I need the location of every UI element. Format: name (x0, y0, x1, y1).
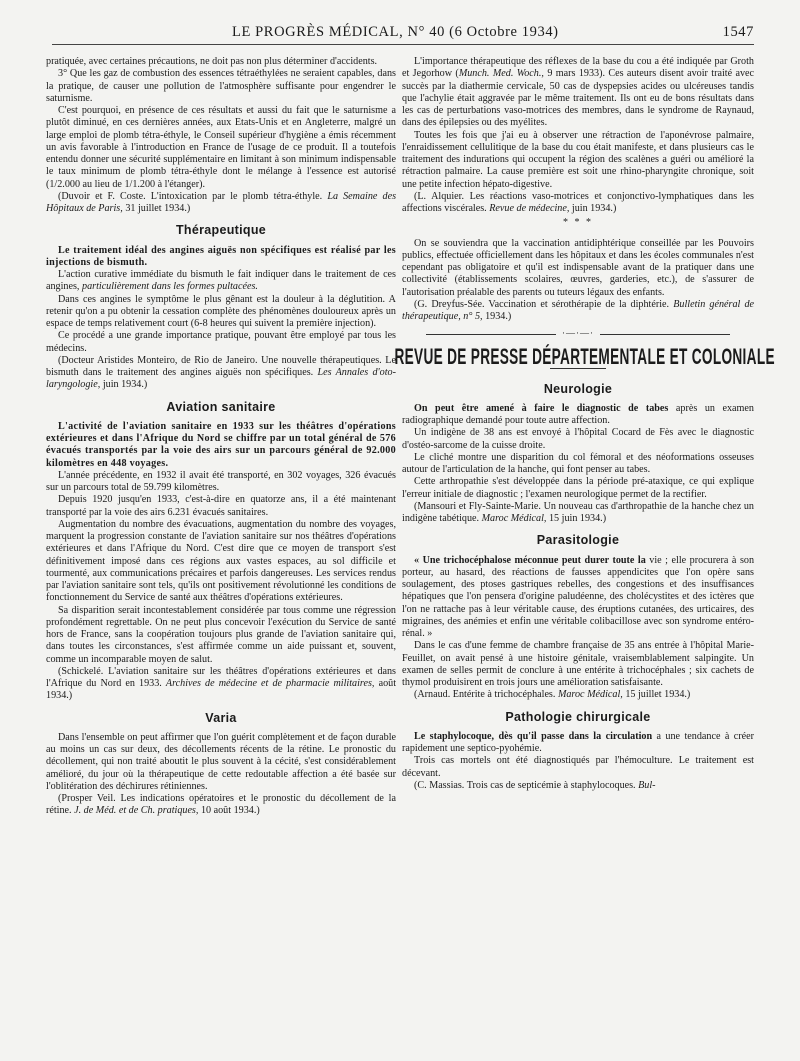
divider-ornament: ·—·—· (556, 327, 600, 339)
source-citation: (Arnaud. Entérite à trichocéphales. Maroc Médical, 15 juillet 1934.) (414, 689, 691, 701)
ornamental-divider (402, 323, 754, 345)
source-citation: (Prosper Veil. Les indications opératoires et le pronostic du décollement de la rétine. J. de Méd. et de Ch. pratiques, 10 août 1934.) (46, 793, 396, 817)
journal-title: LE PROGRÈS MÉDICAL, N° 40 (6 Octobre 1934) (232, 24, 559, 40)
lead-paragraph: « Une trichocéphalose méconnue peut durer toute la vie ; elle procurera à son porteur, au hasard, des réactions de fausses appendicites que l'on opère sans soulagement, des ptoses gastriques rebelles, des congestions et des insuffisances hépatiques que l'on pensera d'origine paludéenne, des cholécystites et des ictères que l'on ne rattache pas à leur véritable cause, des éruptions cutanées, des urticaires, des migraines, des anémies et enfin une véritable colibacillose avec son syndrome entéro-rénal. » (402, 554, 755, 639)
source-citation: (L. Alquier. Les réactions vaso-motrices et conjonctivo-lymphatiques dans les affections viscérales. Revue de médecine, juin 1934.) (402, 190, 754, 214)
asterism: * * * (563, 217, 593, 229)
paragraph: Trois cas mortels ont été diagnostiqués par l'hémoculture. Le traitement est décevant. (402, 755, 754, 779)
lead-paragraph: Le traitement idéal des angines aiguës non spécifiques est réalisé par les injections de bismuth. (46, 244, 396, 268)
section-heading-varia: Varia (205, 710, 237, 725)
source-citation: (C. Massias. Trois cas de septicémie à staphylocoques. Bul- (414, 779, 656, 791)
source-citation: (Docteur Aristides Monteiro, de Rio de Janeiro. Une nouvelle thérapeutiques. Le bismuth dans le traitement des angines aiguës non spécifiques. Les Annales d'oto-laryngologie, juin 1934.) (46, 354, 396, 391)
paragraph: Dans l'ensemble on peut affirmer que l'on guérit complètement et de façon durable au moins un cas sur deux, des décollements récents de la rétine. Le pronostic du décollement, qui non traité aboutit le plus souvent à la cécité, s'est considérablement amélioré, du jour où la thérapeutique de cette redoutable affection a été basée sur l'oblitération des déchirures rétiniennes. (46, 731, 396, 792)
paragraph: Depuis 1920 jusqu'en 1933, c'est-à-dire en quatorze ans, il a été maintenant transporté par la voie des airs 6.231 évacués sanitaires. (46, 494, 396, 518)
paragraph: Sa disparition serait incontestablement considérée par tous comme une régression profondément regrettable. On ne peut plus concevoir l'exécution du Service de santé hors de France, sans la coopération toujours plus grande de l'aviation sanitaire qui, dans toutes les circonstances, s'est affirmée comme un aide puissant et, souvent, comme un incomparable moyen de salut. (46, 604, 396, 665)
section-banner-revue: REVUE DE PRESSE DÉPARTEMENTALE ET COLONIALE (394, 344, 775, 370)
section-heading-pathologie-chirurgicale: Pathologie chirurgicale (505, 709, 651, 724)
section-heading-parasitologie: Parasitologie (536, 533, 620, 548)
section-heading-neurologie: Neurologie (543, 381, 613, 396)
section-heading-therapeutique: Thérapeutique (175, 223, 267, 238)
lead-paragraph: Le staphylocoque, dès qu'il passe dans la circulation a une tendance à créer rapidement une septico-pyohémie. (402, 730, 755, 754)
paragraph: Cette arthropathie s'est développée dans la période pré-ataxique, ce qui explique l'erreur initiale de diagnostic ; l'examen neurologique permet de la rectifier. (402, 476, 754, 500)
right-column (394, 56, 775, 792)
paragraph: L'importance thérapeutique des réflexes de la base du cou a été indiquée par Groth et Jegorhow (Munch. Med. Woch., 9 mars 1933). Ces auteurs disent avoir traité avec succès par la diathermie cervicale, 50 cas de dyspepsies acides ou ulcéreuses tandis que l'achylie était aggravée par le même traitement. Ils ont eu de bons résultats dans les cas de perturbations vaso-motrices des membres, dans le syndrome de Raynaud, dans des épilepsies ou des myélites. (402, 56, 755, 129)
source-citation: (Duvoir et F. Coste. L'intoxication par le plomb tétra-éthyle. La Semaine des Hôpitaux de Paris, 31 juillet 1934.) (46, 190, 397, 214)
paragraph: Dans le cas d'une femme de chambre française de 35 ans entrée à l'hôpital Marie-Feuillet, on avait pensé à une histoire génitale, vraisemblablement salpingite. Un examen de selles permit de conclure à une entérite à trichocéphales ; six cachets de thymol produisirent en trois jours une amélioration satisfaisante. (402, 640, 754, 688)
lead-paragraph: L'activité de l'aviation sanitaire en 1933 sur les théâtres d'opérations extérieures et dans l'Afrique du Nord se chiffre par un total général de 576 évacués transportés par la voie des airs sur un parcours général de 92.000 kilomètres en 448 voyages. (46, 420, 396, 469)
paragraph: On se souviendra que la vaccination antidiphtérique conseillée par les Pouvoirs publics, effectuée officiellement dans les hôpitaux et dans les écoles communales n'est cependant pas obligatoire et qu'il est indispensable avant de la pratiquer dans une collectivité (établissements scolaires, œuvres, garderies, etc.), de s'assurer de l'autorisation préalable des parents ou tuteurs légaux des enfants. (402, 237, 754, 298)
paragraph: Le cliché montre une disparition du col fémoral et des néoformations osseuses autour de l'articulation de la hanche, qui font penser au tabes. (402, 451, 754, 475)
header-rule (52, 44, 754, 45)
source-citation: (G. Dreyfus-Sée. Vaccination et sérothérapie de la diphtérie. Bulletin général de thérapeutique, n° 5, 1934.) (402, 298, 755, 322)
paragraph: C'est pourquoi, en présence de ces résultats et aussi du fait que le saturnisme a plutôt diminué, en ces dernières années, aux Etats-Unis et en Angleterre, malgré un large emploi de plomb tétra-éthyle, le Conseil supérieur d'hygiène a émis récemment un avis favorable à l'introduction en France de l'usage de ce produit. Il a toutefois entendu donner une sécurité supplémentaire en limitant à son minimum indispensable le taux minimum de plomb tétra-éthyle dont le mélange à l'essence est autorisé (1/2.000 au lieu de 1/1.200 à l'étanger). (46, 105, 396, 190)
paragraph: Dans ces angines le symptôme le plus gênant est la douleur à la déglutition. A retenir qu'on a pu obtenir la cessation complète des phénomènes douloureux après un espace de temps relativement court (6-8 heures qui suivent la première injection). (46, 293, 396, 329)
paragraph: L'action curative immédiate du bismuth le fait indiquer dans le traitement de ces angines, particulièrement dans les formes pultacées. (46, 269, 396, 293)
page-number: 1547 (722, 24, 754, 40)
page-header (52, 18, 754, 40)
paragraph: pratiquée, avec certaines précautions, ne doit pas non plus déterminer d'accidents. (46, 56, 378, 67)
paragraph: Toutes les fois que j'ai eu à observer une rétraction de l'aponévrose palmaire, l'enraidissement cellulitique de la base du cou était manifeste, et dans plusieurs cas le traitement des indurations qui occupent la région des scalènes a guéri ou amélioré la rétraction palmaire. La cause première est soit une rhino-pharyngite chronique, soit une petite infection hépato-digestive. (402, 129, 754, 190)
paragraph: L'année précédente, en 1932 il avait été transporté, en 302 voyages, 326 évacués sur un parcours total de 59.799 kilomètres. (46, 469, 396, 493)
source-citation: (Schickelé. L'aviation sanitaire sur les théâtres d'opérations extérieures et dans l'Afrique du Nord en 1933. Archives de médecine et de pharmacie militaires, août 1934.) (46, 665, 397, 702)
paragraph: Augmentation du nombre des évacuations, augmentation du nombre des voyages, marquent la progression constante de l'aviation sanitaire sur nos théâtres d'opérations extérieures et dans l'Afrique du Nord. C'est dire que ce moyen de transport s'est définitivement imposé dans ces régions aux vastes espaces, au sol difficile et tourmenté, aux communications précaires et parfois dangereuses. Les services rendus par l'aviation sanitaire sont tels, qu'ils ont positivement révolutionné les conditions de fonctionnement du Service de santé aux théâtres d'opérations extérieures. (46, 518, 396, 604)
section-heading-aviation: Aviation sanitaire (166, 399, 276, 414)
lead-paragraph: On peut être amené à faire le diagnostic de tabes après un examen radiographique demandé pour toute autre affection. (402, 402, 754, 426)
source-citation: (Mansouri et Fly-Sainte-Marie. Un nouveau cas d'arthropathie de la hanche chez un indigène tabétique. Maroc Médical, 15 juin 1934.) (402, 500, 754, 524)
paragraph: Un indigène de 38 ans est envoyé à l'hôpital Cocard de Fès avec le diagnostic d'ostéo-sarcome de la cuisse droite. (402, 427, 754, 451)
left-column (46, 56, 396, 818)
paragraph: Ce procédé a une grande importance pratique, pouvant être employé par tous les médecins. (46, 330, 396, 354)
paragraph: 3° Que les gaz de combustion des essences tétraéthylées ne seraient capables, dans la pratique, de causer une pollution de l'atmosphère suffisante pour engendrer le saturnisme. (46, 68, 396, 104)
